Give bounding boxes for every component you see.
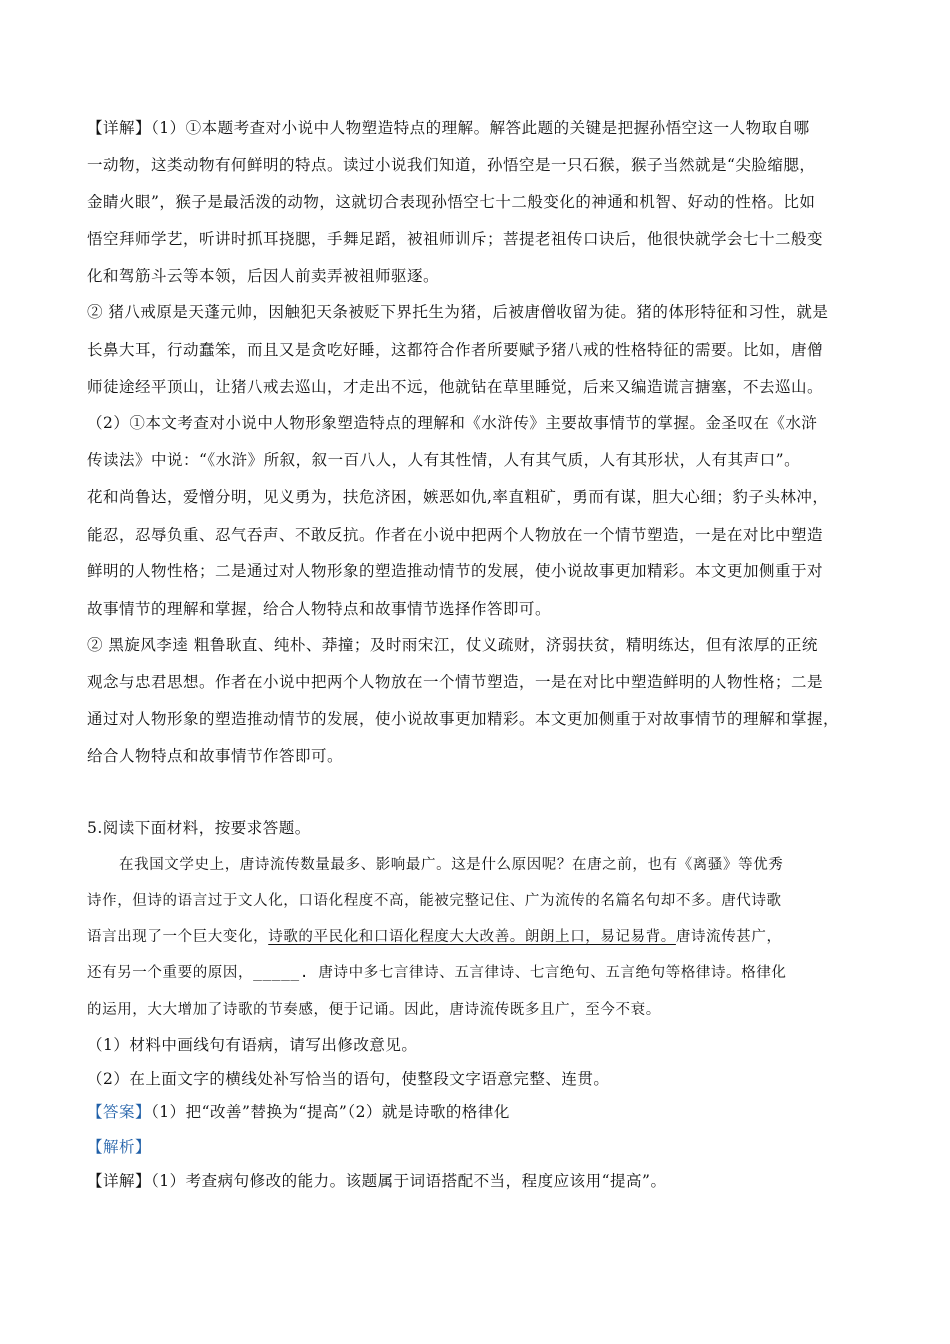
material-line-2: 诗作，但诗的语言过于文人化，口语化程度不高，能被完整记住、广为流传的名篇名句却不多。唐代诗歌	[87, 893, 782, 909]
detail-line-7: 长鼻大耳，行动蠢笨，而且又是贪吃好睡，这都符合作者所要赋予猪八戒的性格特征的需要。比如，唐僧	[87, 341, 824, 359]
material-line-4: 还有另一个重要的原因，_____. 唐诗中多七言律诗、五言律诗、七言绝句、五言绝句等格律诗。格律化	[87, 965, 787, 981]
detail-line-17: 通过对人物形象的塑造推动情节的发展，使小说故事更加精彩。本文更加侧重于对故事情节的理解和掌握，	[87, 710, 840, 728]
underlined-sentence: 诗歌的平民化和口语化程度大大改善。朗朗上口，易记易背。	[268, 929, 676, 945]
sub-question-1: （1）材料中画线句有语病，请写出修改意见。	[87, 1036, 418, 1054]
detail-line-3: 金睛火眼”，猴子是最活泼的动物，这就切合表现孙悟空七十二般变化的神通和机智、好动的性格。比如	[87, 193, 816, 211]
material-line-3: 语言出现了一个巨大变化，诗歌的平民化和口语化程度大大改善。朗朗上口，易记易背。唐诗流传甚广，	[87, 929, 782, 945]
detail-line-1: 【详解】（1）①本题考查对小说中人物塑造特点的理解。解答此题的关键是把握孙悟空这一人物取自哪	[87, 119, 810, 137]
detail-line-15: ② 黑旋风李逵 粗鲁耿直、纯朴、莽撞；及时雨宋江，仗义疏财，济弱扶贫，精明练达，但有浓厚的正统	[87, 636, 818, 654]
detail-line-6: ② 猪八戒原是天蓬元帅，因触犯天条被贬下界托生为猪，后被唐僧收留为徒。猪的体形特征和习性，就是	[87, 303, 829, 321]
material-line-1: 在我国文学史上，唐诗流传数量最多、影响最广。这是什么原因呢？在唐之前，也有《离骚》等优秀	[119, 857, 784, 873]
detail-2-line	[87, 1171, 867, 1191]
detail-tag: 【详解】	[87, 119, 152, 137]
detail-2-text: （1）考查病句修改的能力。该题属于词语搭配不当，程度应该用“提高”。	[151, 1172, 667, 1190]
detail-line-12: 能忍，忍辱负重、忍气吞声、不敢反抗。作者在小说中把两个人物放在一个情节塑造，一是在对比中塑造	[87, 526, 824, 544]
detail-line-14: 故事情节的理解和掌握，给合人物特点和故事情节选择作答即可。	[87, 600, 552, 618]
detail-line-2: 一动物，这类动物有何鲜明的特点。读过小说我们知道，孙悟空是一只石猴，猴子当然就是“尖脸缩腮，	[87, 156, 816, 174]
answer-tag: 【答案】	[87, 1103, 152, 1121]
fill-in-blank: _____	[253, 965, 300, 981]
detail-line-10: 传读法》中说：“《水浒》所叙，叙一百八人，人有其性情，人有其气质，人有其形状，人有其声口”。	[87, 451, 801, 469]
detail-line-8: 师徒途经平顶山，让猪八戒去巡山，才走出不远，他就钻在草里睡觉，后来又编造谎言搪塞，不去巡山。	[87, 378, 824, 396]
detail-2-tag: 【详解】	[87, 1172, 152, 1190]
detail-line-9: （2）①本文考查对小说中人物形象塑造特点的理解和《水浒传》主要故事情节的掌握。金圣叹在《水浒	[87, 414, 818, 432]
analysis-line	[87, 1137, 867, 1157]
detail-line-11: 花和尚鲁达，爱憎分明，见义勇为，扶危济困，嫉恶如仇,率直粗矿，勇而有谋，胆大心细；豹子头林冲，	[87, 488, 829, 506]
sub-question-2: （2）在上面文字的横线处补写恰当的语句，使整段文字语意完整、连贯。	[87, 1070, 610, 1088]
detail-line-13: 鲜明的人物性格；二是通过对人物形象的塑造推动情节的发展，使小说故事更加精彩。本文更加侧重于对	[87, 562, 824, 580]
analysis-tag: 【解析】	[87, 1138, 152, 1156]
question-title: 5.阅读下面材料，按要求答题。	[87, 819, 311, 837]
detail-line-18: 给合人物特点和故事情节作答即可。	[87, 747, 344, 765]
detail-line-4: 悟空拜师学艺，听讲时抓耳挠腮，手舞足蹈，被祖师训斥；菩提老祖传口诀后，他很快就学会七十二般变	[87, 230, 824, 248]
material-line-5: 的运用，大大增加了诗歌的节奏感，便于记诵。因此，唐诗流传既多且广，至今不衰。	[87, 1002, 661, 1018]
answer-text: （1）把“改善”替换为“提高”（2）就是诗歌的格律化	[151, 1103, 510, 1121]
answer-line	[87, 1102, 867, 1122]
detail-line-5: 化和驾筋斗云等本领，后因人前卖弄被祖师驱逐。	[87, 267, 440, 285]
detail-line-16: 观念与忠君思想。作者在小说中把两个人物放在一个情节塑造，一是在对比中塑造鲜明的人物性格；二是	[87, 673, 824, 691]
